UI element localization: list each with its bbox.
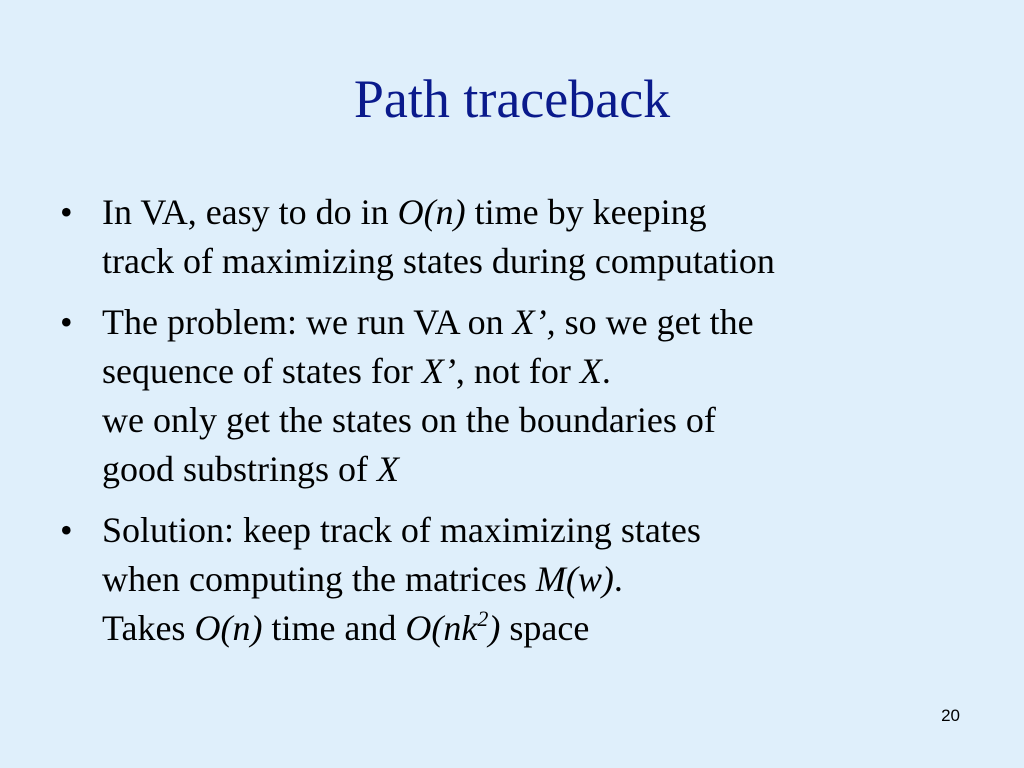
italic-math: X’ <box>421 351 456 391</box>
text-run: space <box>500 608 590 648</box>
bullet-item-traceback-in-va <box>60 188 990 286</box>
text-run: track of maximizing states during computation <box>102 241 775 281</box>
text-run: O(nk <box>405 608 478 648</box>
page-number: 20 <box>941 706 960 725</box>
italic-math: X <box>377 449 400 489</box>
bullet-line <box>102 298 990 347</box>
text-run: time by keeping <box>465 192 707 232</box>
italic-math: M(w) <box>535 559 614 599</box>
text-run: when computing the matrices <box>102 559 536 599</box>
italic-math: X’, <box>512 302 556 342</box>
bullet-line <box>102 396 990 445</box>
text-run: we only get the states on the boundaries of <box>102 400 716 440</box>
text-run: The problem: we run VA on <box>102 302 513 342</box>
bullet-line <box>102 445 990 494</box>
text-run: In VA, easy to do in <box>102 192 398 232</box>
bullet-line <box>102 604 990 653</box>
bullet-marker: • <box>60 302 73 342</box>
text-run: , not for <box>455 351 580 391</box>
superscript: 2 <box>477 606 489 631</box>
italic-math: X <box>579 351 602 391</box>
bullet-marker: • <box>60 510 73 550</box>
bullet-line <box>102 347 990 396</box>
bullet-marker: • <box>60 192 73 232</box>
bullet-item-problem <box>60 298 990 494</box>
bullet-item-solution <box>60 506 990 653</box>
text-run: Takes <box>102 608 195 648</box>
bullet-line <box>102 555 990 604</box>
italic-math: O(n) <box>397 192 466 232</box>
italic-math <box>405 608 500 648</box>
italic-math: O(n) <box>194 608 263 648</box>
slide-title: Path traceback <box>353 69 671 129</box>
text-run: . <box>613 559 623 599</box>
text-run: . <box>601 351 611 391</box>
text-run: ) <box>488 608 501 648</box>
bullet-list <box>60 188 990 665</box>
text-run: Solution: keep track of maximizing states <box>102 510 701 550</box>
text-run: sequence of states for <box>102 351 422 391</box>
text-run: good substrings of <box>102 449 378 489</box>
bullet-line <box>102 506 990 555</box>
text-run: so we get the <box>555 302 754 342</box>
bullet-line <box>102 237 990 286</box>
text-run: time and <box>262 608 406 648</box>
bullet-line <box>102 188 990 237</box>
